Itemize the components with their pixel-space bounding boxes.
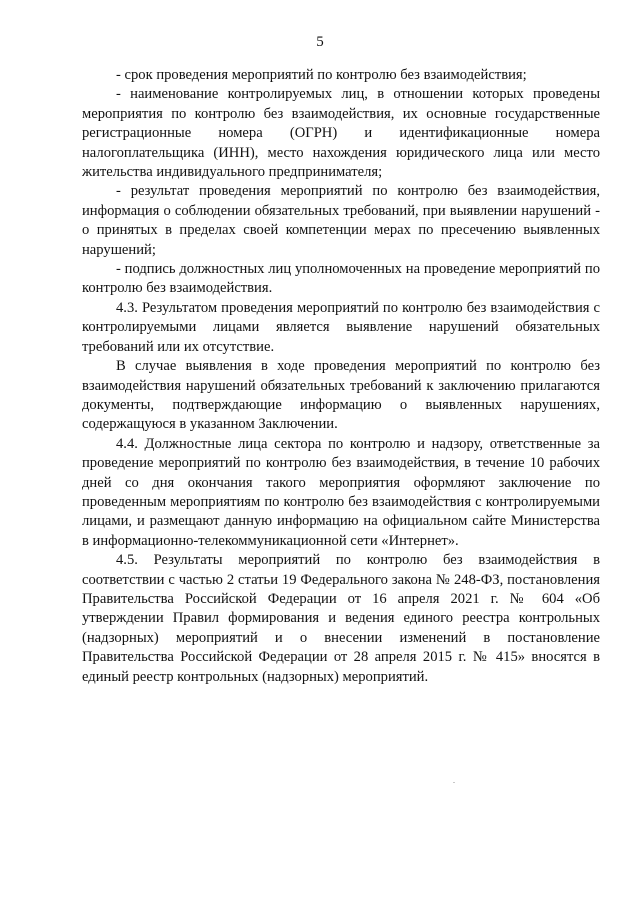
paragraph-controlled-persons-item: - наименование контролируемых лиц, в отношении которых проведены мероприятия по контролю без взаимодействия, их основные государственные регистрационные номера (ОГРН) и идентификационные номера налогоплательщика (ИНН), место нахождения юридического лица или место жительства индивидуального предпринимателя; [82, 86, 600, 181]
document-body [82, 66, 600, 687]
paragraph-4-4: 4.4. Должностные лица сектора по контролю и надзору, ответственные за проведение мероприятий по контролю без взаимодействия, в течение 10 рабочих дней со дня окончания такого мероприятия оформляют заключение по проведенным мероприятиям по контролю без взаимодействия с контролируемыми лицами, и размещают данную информацию на официальном сайте Министерства в информационно-телекоммуникационной сети «Интернет». [82, 435, 600, 549]
page-number: 5 [316, 34, 324, 50]
scan-artifact [453, 782, 455, 783]
paragraph-signature-item: - подпись должностных лиц уполномоченных на проведение мероприятий по контролю без взаимодействия. [82, 261, 600, 297]
paragraph-4-3: 4.3. Результатом проведения мероприятий по контролю без взаимодействия с контролируемыми лицами является выявление нарушений обязательных требований или их отсутствие. [82, 299, 600, 355]
paragraph-deadline-item: - срок проведения мероприятий по контролю без взаимодействия; [116, 67, 527, 83]
paragraph-result-item: - результат проведения мероприятий по контролю без взаимодействия, информация о соблюдении обязательных требований, при выявлении нарушений - о принятых в пределах своей компетенции мерах по пресечению выявленных нарушений; [82, 183, 600, 258]
paragraph-violations-case: В случае выявления в ходе проведения мероприятий по контролю без взаимодействия нарушений обязательных требований к заключению прилагаются документы, подтверждающие информацию о выявленных нарушениях, содержащуюся в указанном Заключении. [82, 358, 600, 433]
paragraph-4-5: 4.5. Результаты мероприятий по контролю без взаимодействия в соответствии с частью 2 статьи 19 Федерального закона № 248-ФЗ, постановления Правительства Российской Федерации от 16 апреля 2021 г. № 604 «Об утверждении Правил формирования и ведения единого реестра контрольных (надзорных) мероприятий и о внесении изменений в постановление Правительства Российской Федерации от 28 апреля 2015 г. № 415» вносятся в единый реестр контрольных (надзорных) мероприятий. [82, 552, 600, 685]
